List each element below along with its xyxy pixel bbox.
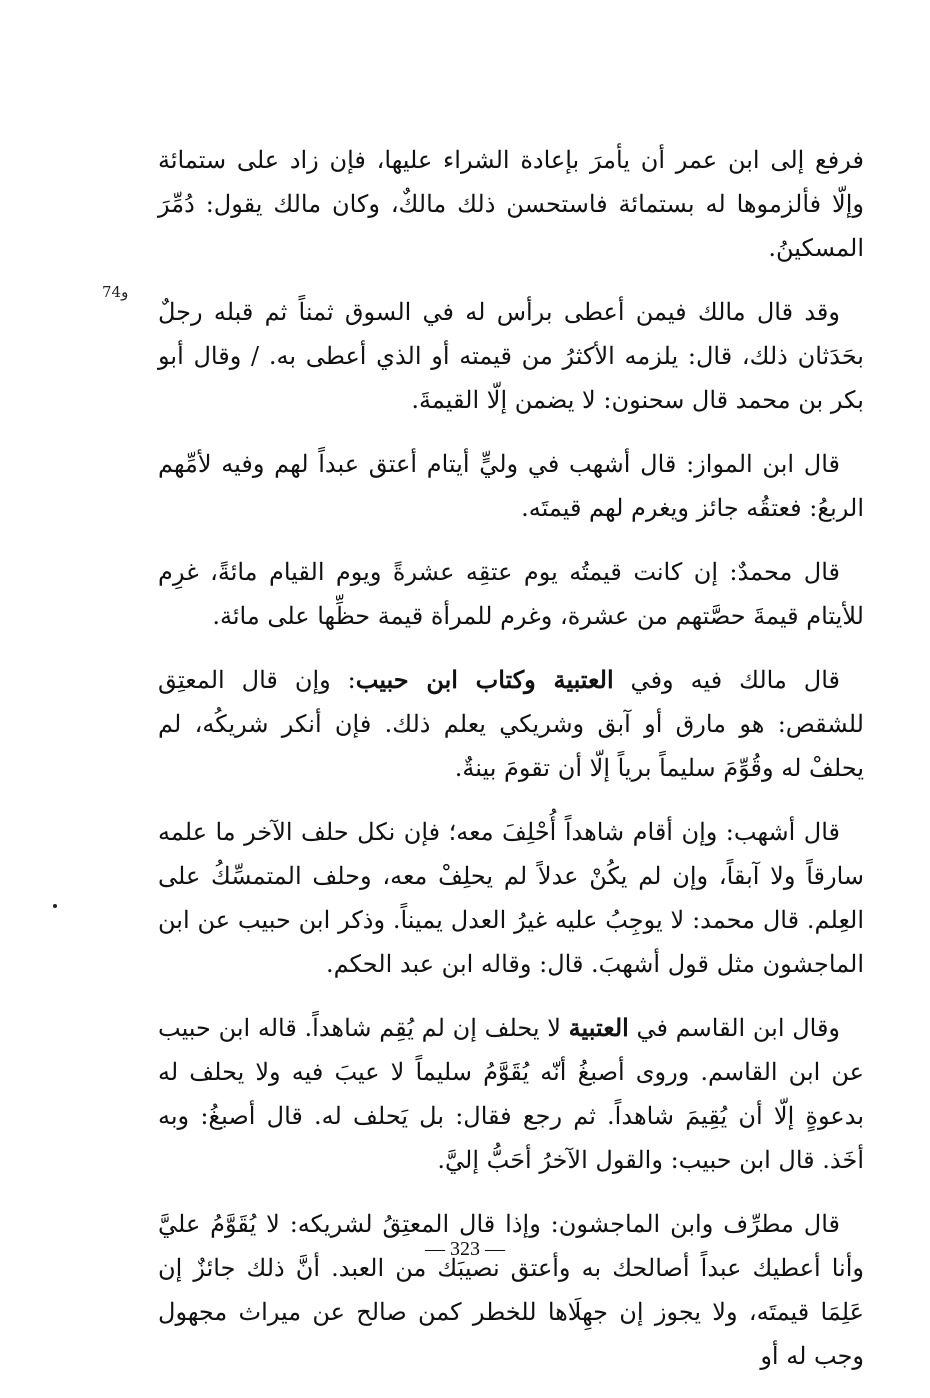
- paragraph-7: [158, 1006, 864, 1182]
- margin-folio-note: و74: [102, 283, 129, 301]
- paragraph-8: قال مطرِّف وابن الماجشون: وإذا قال المعتِقُ لشريكه: لا يُقَوَّمُ عليَّ وأنا أعطيك عبداً أصالحك به وأعتق نصيبَك من العبد. أنَّ ذلك جائزٌ إن عَلِمَا قيمتَه، ولا يجوز إن جهِلَاها للخطر كمن صالح عن ميراث مجهول وجب له أو: [158, 1210, 864, 1370]
- page-number: — 323 —: [425, 1238, 505, 1260]
- paragraph-6: قال أشهب: وإن أقام شاهداً أُحْلِفَ معه؛ فإن نكل حلف الآخر ما علمه سارقاً ولا آبقاً، وإن لم يكُنْ عدلاً لم يحلِفْ معه، وحلف المتمسِّكُ على العِلم. قال محمد: لا يوجِبُ عليه غيرُ العدل يميناً. وذكر ابن حبيب عن ابن الماجشون مثل قول أشهبَ. قال: وقاله ابن عبد الحكم.: [158, 818, 864, 978]
- paragraph-2: وقد قال مالك فيمن أعطى برأس له في السوق ثمناً ثم قبله رجلٌ بحَدَثان ذلك، قال: يلزمه الأكثرُ من قيمته أو الذي أعطى به. / وقال أبو بكر بن محمد قال سحنون: لا يضمن إلّا القيمةَ.: [158, 298, 864, 414]
- paragraph-7-start: وقال ابن القاسم في: [628, 1014, 841, 1042]
- paragraph-1: فرفع إلى ابن عمر أن يأمرَ بإعادة الشراء عليها، فإن زاد على ستمائة وإلّا فألزموها له بستمائة فاستحسن ذلك مالكٌ، وكان مالك يقول: دُمِّرَ المسكينُ.: [158, 146, 865, 262]
- paragraph-5-bold-source: العتبية وكتاب ابن حبيب: [355, 665, 614, 694]
- paragraph-5-start: قال مالك فيه وفي: [613, 666, 840, 694]
- paragraph-7-end: لا يحلف إن لم يُقِم شاهداً. قاله ابن حبيب عن ابن القاسم. وروى أصبغُ أنّه يُقَوَّمُ سليماً لا عيبَ فيه ولا يحلف له بدعوةٍ إلّا أن يُقِيمَ شاهداً. ثم رجع فقال: بل يَحلف له. قال أصبغُ: وبه أخَذ. قال ابن حبيب: والقول الآخرُ أحَبُّ إليَّ.: [158, 1014, 864, 1174]
- paragraph-5-end: : وإن قال المعتِق للشقص: هو مارق أو آبق وشريكي يعلم ذلك. فإن أنكر شريكُه، لم يحلفْ له وقُوِّمَ سليماً برياً إلّا أن تقومَ بينةٌ.: [158, 666, 864, 782]
- margin-mark: [53, 904, 57, 908]
- paragraph-5: [158, 658, 864, 790]
- paragraph-7-bold-source: العتبية: [568, 1013, 629, 1042]
- paragraph-4: قال محمدٌ: إن كانت قيمتُه يوم عتقِه عشرةً ويوم القيام مائةً، غرِم للأيتام قيمةَ حصَّتهم من عشرة، وغرم للمرأة قيمة حظِّها على مائة.: [158, 558, 864, 630]
- paragraph-3: قال ابن المواز: قال أشهب في وليٍّ أيتام أعتق عبداً لهم وفيه لأمِّهم الربعُ: فعتقُه جائز ويغرم لهم قيمتَه.: [158, 450, 864, 522]
- body-text: [158, 138, 864, 1398]
